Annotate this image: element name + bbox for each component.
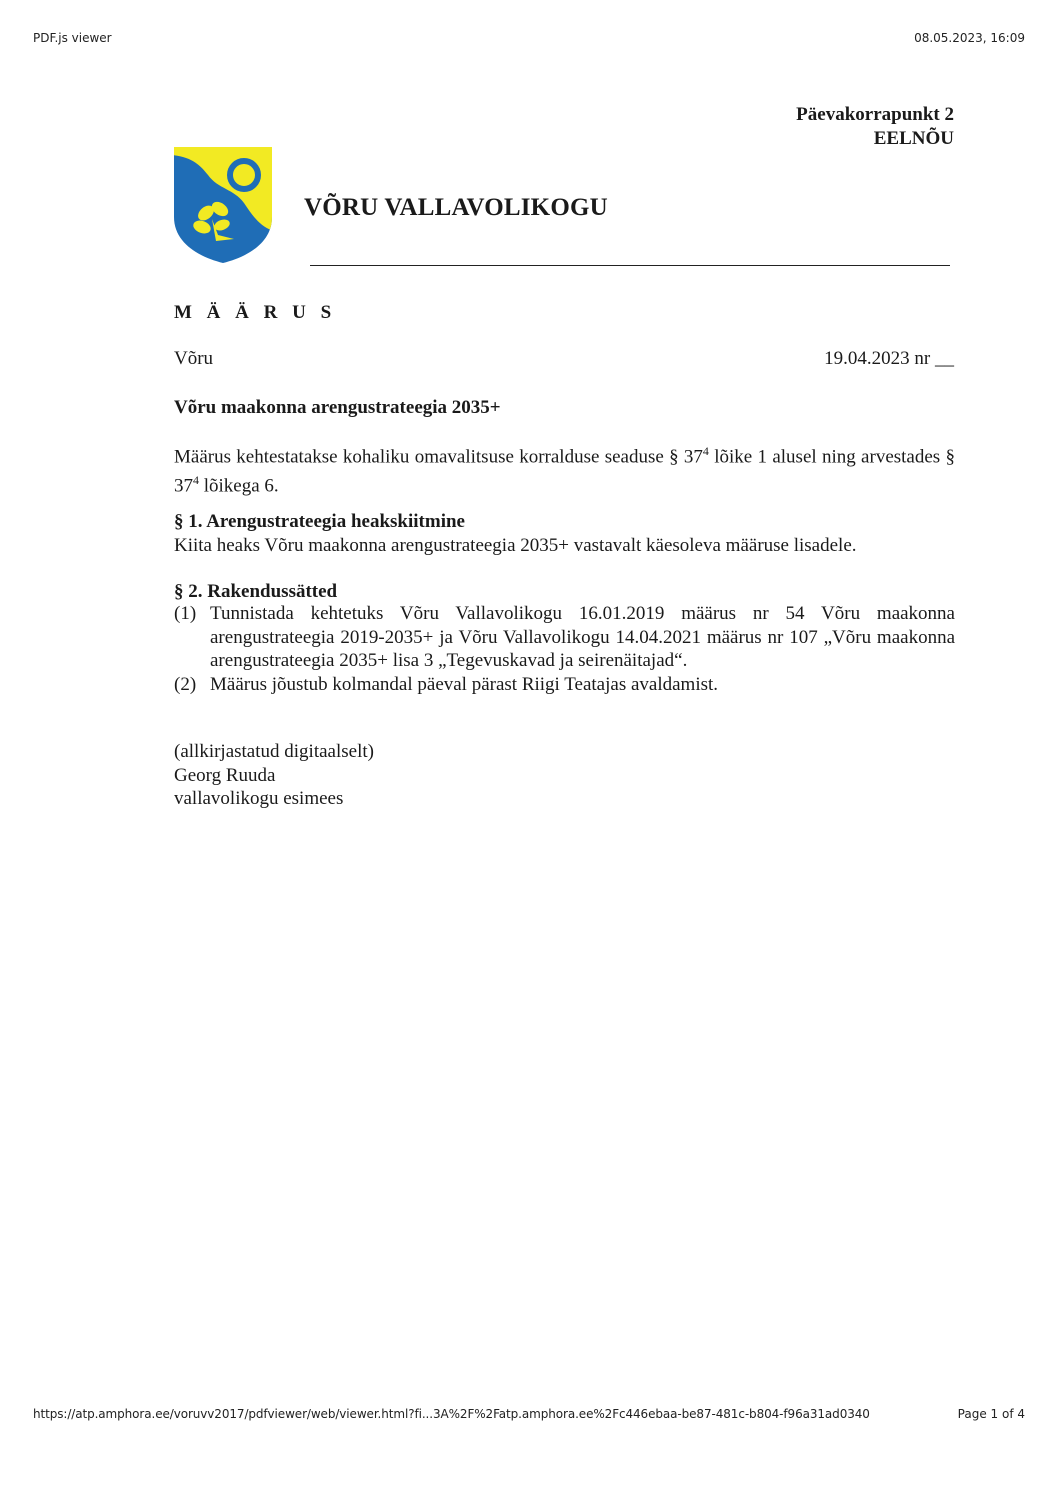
print-header-datetime: 08.05.2023, 16:09 bbox=[914, 31, 1025, 45]
signature-note: (allkirjastatud digitaalselt) bbox=[174, 741, 374, 762]
print-header-title: PDF.js viewer bbox=[33, 31, 112, 45]
document-date-number: 19.04.2023 nr __ bbox=[824, 348, 954, 369]
signatory-position: vallavolikogu esimees bbox=[174, 788, 344, 809]
list-item bbox=[174, 602, 955, 673]
list-item-number: (1) bbox=[174, 603, 197, 624]
print-footer-page: Page 1 of 4 bbox=[957, 1407, 1025, 1421]
list-item-number: (2) bbox=[174, 673, 197, 695]
agenda-item: Päevakorrapunkt 2 bbox=[796, 104, 954, 125]
draft-status: EELNÕU bbox=[873, 128, 954, 149]
list-item-text: Määrus jõustub kolmandal päeval pärast Riigi Teatajas avaldamist. bbox=[210, 673, 719, 695]
document-type: M Ä Ä R U S bbox=[174, 302, 337, 323]
preamble: Määrus kehtestatakse kohaliku omavalitsuse korralduse seaduse § $37^4$ lõike 1 alusel ning arvestades § $37^4$ lõikega 6. bbox=[174, 444, 955, 497]
council-name: VÕRU VALLAVOLIKOGU bbox=[304, 194, 608, 221]
document-title: Võru maakonna arengustrateegia 2035+ bbox=[174, 397, 501, 418]
section-1-text: Kiita heaks Võru maakonna arengustrateegia 2035+ vastavalt käesoleva määruse lisadele. bbox=[174, 534, 857, 556]
signature-block bbox=[174, 740, 374, 811]
section-1 bbox=[174, 510, 955, 557]
list-item-text: Tunnistada kehtetuks Võru Vallavolikogu 16.01.2019 määrus nr 54 Võru maakonna arengustrateegia 2019-2035+ ja Võru Vallavolikogu 14.04.2021 määrus nr 107 „Võru maakonna arengustrateegia 2035+ lisa 3 „Tegevuskavad ja seirenäitajad“. bbox=[210, 603, 955, 671]
coat-of-arms-icon bbox=[172, 145, 274, 265]
section-1-heading: § 1. Arengustrateegia heakskiitmine bbox=[174, 511, 465, 532]
list-item bbox=[174, 673, 955, 697]
document-place: Võru bbox=[174, 348, 214, 369]
agenda-block bbox=[796, 103, 954, 151]
section-2-list bbox=[174, 602, 955, 696]
print-footer-url: https://atp.amphora.ee/voruvv2017/pdfviewer/web/viewer.html?fi...3A%2F%2Fatp.amphora.ee%2Fc446ebaa-be87-481c-b804-f96a31ad0340 bbox=[33, 1407, 870, 1421]
section-2-heading: § 2. Rakendussätted bbox=[174, 581, 338, 602]
header-divider bbox=[310, 265, 950, 266]
signatory-name: Georg Ruuda bbox=[174, 764, 276, 786]
